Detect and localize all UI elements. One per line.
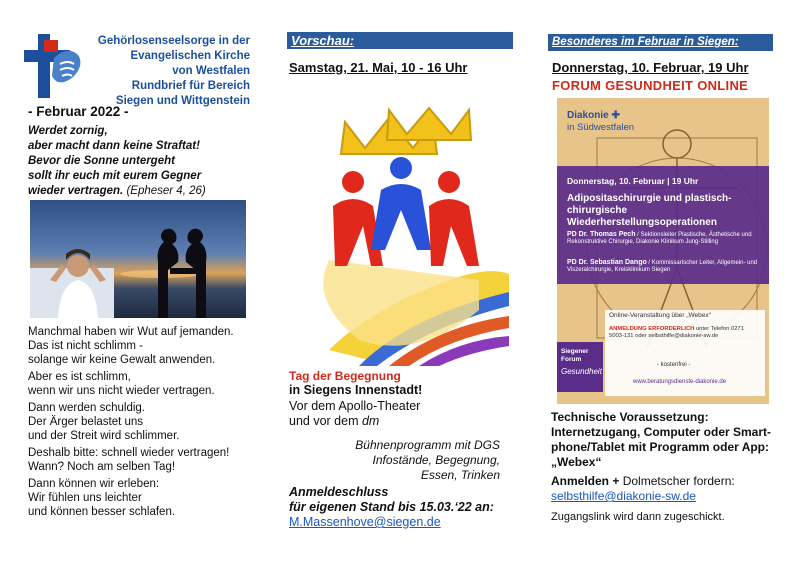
poster-free: - kostenfrei - (657, 362, 691, 368)
poster-speaker: PD Dr. Sebastian Dango / Kommissarischer Leiter, Allgemein- und Viszeralchirurgie, Kreisklinikum Siegen (567, 259, 758, 273)
access-link-note: Zugangslink wird dann zugeschickt. (551, 511, 725, 523)
text-line: und können besser schlafen. (28, 506, 176, 518)
bible-verse (28, 124, 268, 199)
address-line: und vor dem (289, 414, 362, 428)
text-line: Deshalb bitte: schnell wieder vertragen! (28, 447, 230, 459)
verse-line: Bevor die Sonne untergeht (28, 155, 175, 167)
poster-forum-line: Siegener Forum (561, 348, 589, 363)
paragraph (28, 477, 268, 519)
forum-date: Donnerstag, 10. Februar, 19 Uhr (552, 60, 749, 75)
event-poster (557, 98, 769, 404)
signup-email-link[interactable]: selbsthilfe@diakonie-sw.de (551, 489, 696, 503)
organization-name (88, 34, 250, 109)
verse-reference: (Epheser 4, 26) (126, 185, 206, 197)
address-line: Vor dem Apollo-Theater (289, 399, 421, 413)
registration-deadline (289, 485, 519, 515)
org-line: Siegen und Wittgenstein (115, 95, 250, 107)
text-line: Manchmal haben wir Wut auf jemanden. (28, 326, 234, 338)
reflection-text (28, 325, 268, 522)
org-line: Gehörlosenseelsorge in der (97, 35, 250, 47)
org-line: Rundbrief für Bereich (131, 80, 250, 92)
deadline-line: Anmeldeschluss (289, 485, 389, 499)
poster-brand-sub: in Südwestfalen (567, 122, 635, 133)
text-line: Wir fühlen uns leichter (28, 492, 142, 504)
text-line: wenn wir uns nicht wieder vertragen. (28, 385, 215, 397)
section-header-february: Besonderes im Februar in Siegen: (548, 34, 773, 51)
poster-registration: ANMELDUNG ERFORDERLICH unter Telefon 0271 5003-131 oder selbsthilfe@diakonie-sw.de (609, 326, 744, 339)
address-store: dm (361, 414, 380, 428)
handshake-photo (30, 200, 246, 318)
poster-title: Adipositaschirurgie und plastisch-chirurgische Wiederherstellungsoperationen (567, 193, 732, 228)
poster-forum-line: Gesundheit (561, 367, 602, 376)
deadline-line: für eigenen Stand bis 15.03.‘22 an: (289, 500, 494, 514)
contact-email-link[interactable]: M.Massenhove@siegen.de (289, 515, 441, 529)
program-line: Infostände, Begegnung, (372, 453, 500, 467)
issue-date: - Februar 2022 - (28, 104, 129, 119)
text-line: Der Ärger belastet uns (28, 416, 144, 428)
program-line: Bühnenprogramm mit DGS (355, 438, 500, 452)
verse-line: aber macht dann keine Straftat! (28, 140, 200, 152)
event-program (330, 438, 500, 483)
program-line: Essen, Trinken (420, 468, 500, 482)
text-line: Das ist nicht schlimm - (28, 340, 144, 352)
paragraph (28, 446, 268, 474)
text-line: Dann können wir erleben: (28, 478, 160, 490)
church-logo (24, 34, 86, 98)
signup-note: Anmelden + Dolmetscher fordern: (551, 474, 735, 488)
event-date: Samstag, 21. Mai, 10 - 16 Uhr (289, 60, 468, 75)
verse-line: wieder vertragen. (28, 185, 124, 197)
text-line: Wann? Noch am selben Tag! (28, 461, 176, 473)
verse-line: sollt ihr euch mit eurem Gegner (28, 170, 202, 182)
crown-people-emblem (289, 80, 511, 366)
text-line: Aber es ist schlimm, (28, 371, 131, 383)
paragraph (28, 370, 268, 398)
event-place: in Siegens Innenstadt! (289, 383, 423, 397)
text-line: solange wir keine Gewalt anwenden. (28, 354, 216, 366)
event-address (289, 399, 420, 429)
poster-speaker: PD Dr. Thomas Pech / Sektionsleiter Plastische, Ästhetische und Rekonstruktive Chirurgie, Diakonie Klinikum Jung-Stilling (567, 231, 752, 245)
forum-title: FORUM GESUNDHEIT ONLINE (552, 78, 749, 93)
text-line: und der Streit wird schlimmer. (28, 430, 180, 442)
text-line: Dann werden schuldig. (28, 402, 145, 414)
poster-url: www.beratungsdienste-diakonie.de (633, 379, 727, 385)
section-header-preview: Vorschau: (287, 32, 513, 49)
org-line: Evangelischen Kirche (130, 50, 250, 62)
paragraph (28, 325, 268, 367)
technical-requirements: Technische Voraussetzung: Internetzugang, Computer oder Smart-phone/Tablet mit Programm oder App: „Webex“ (551, 410, 772, 469)
paragraph (28, 401, 268, 443)
poster-online-note: Online-Veranstaltung über „Webex“ (609, 312, 711, 319)
poster-date: Donnerstag, 10. Februar | 19 Uhr (567, 176, 699, 186)
org-line: von Westfalen (172, 65, 250, 77)
event-title: Tag der Begegnung (289, 369, 401, 383)
poster-brand: Diakonie ✚ (567, 110, 620, 121)
verse-line: Werdet zornig, (28, 125, 108, 137)
